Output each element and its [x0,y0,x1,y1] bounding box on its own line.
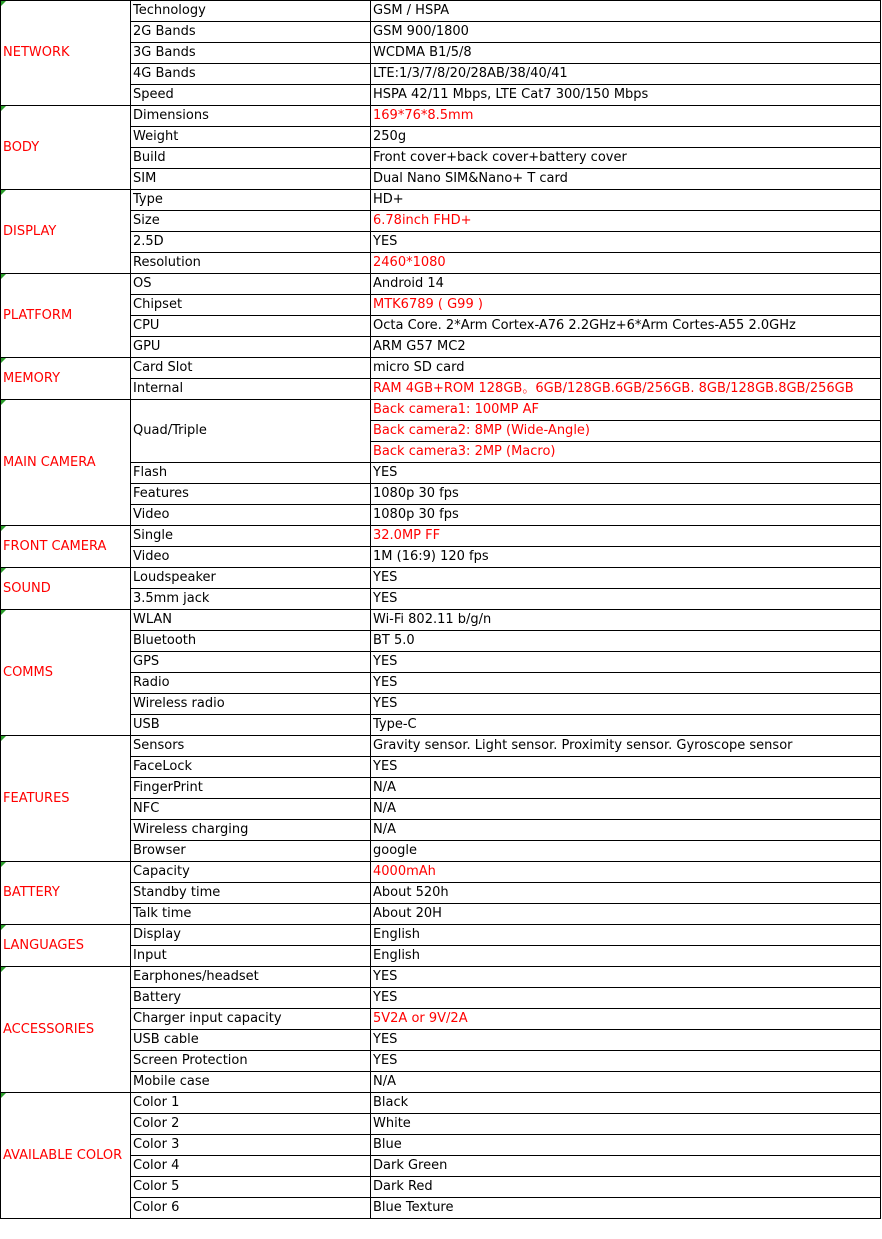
spec-value-cell: 169*76*8.5mm [371,106,881,127]
spec-label-cell: USB cable [131,1030,371,1051]
spec-label-cell: FingerPrint [131,778,371,799]
spec-label-cell: Flash [131,463,371,484]
spec-label-cell: Input [131,946,371,967]
spec-label-cell: Weight [131,127,371,148]
spec-value-cell: YES [371,1051,881,1072]
spec-label-cell: OS [131,274,371,295]
spec-value-cell: YES [371,652,881,673]
table-row [1,127,881,148]
spec-label-cell: Talk time [131,904,371,925]
spec-label-cell: Capacity [131,862,371,883]
table-row [1,736,881,757]
spec-value-cell: YES [371,568,881,589]
spec-value-cell: YES [371,694,881,715]
spec-value-cell: Android 14 [371,274,881,295]
table-row [1,1072,881,1093]
table-row [1,715,881,736]
spec-label-cell: Wireless radio [131,694,371,715]
spec-value-cell: YES [371,673,881,694]
table-row [1,1177,881,1198]
table-row [1,64,881,85]
table-row [1,253,881,274]
category-cell: BODY [1,106,131,190]
spec-value-cell: About 20H [371,904,881,925]
spec-value-cell: Back camera2: 8MP (Wide-Angle) [371,421,881,442]
spec-value-cell: YES [371,988,881,1009]
table-row [1,862,881,883]
spec-value-cell: About 520h [371,883,881,904]
spec-value-cell: GSM / HSPA [371,1,881,22]
table-row [1,526,881,547]
table-row [1,757,881,778]
table-row [1,169,881,190]
spec-value-cell: Black [371,1093,881,1114]
table-row [1,211,881,232]
spec-label-cell: FaceLock [131,757,371,778]
spec-value-cell: 250g [371,127,881,148]
table-row [1,568,881,589]
table-row [1,904,881,925]
spec-label-cell: Color 6 [131,1198,371,1219]
spec-value-cell: N/A [371,1072,881,1093]
category-cell: COMMS [1,610,131,736]
table-row [1,967,881,988]
spec-value-cell: YES [371,967,881,988]
spec-label-cell: Dimensions [131,106,371,127]
spec-label-cell: Earphones/headset [131,967,371,988]
table-row [1,1198,881,1219]
spec-value-cell: YES [371,757,881,778]
spec-label-cell: Technology [131,1,371,22]
spec-value-cell: Front cover+back cover+battery cover [371,148,881,169]
spec-value-cell: Back camera1: 100MP AF [371,400,881,421]
spec-label-cell: Color 4 [131,1156,371,1177]
spec-value-cell: YES [371,589,881,610]
spec-label-cell: Charger input capacity [131,1009,371,1030]
table-row [1,316,881,337]
spec-label-cell: Browser [131,841,371,862]
table-row [1,1030,881,1051]
table-row [1,148,881,169]
table-row [1,799,881,820]
category-cell: BATTERY [1,862,131,925]
table-row [1,1009,881,1030]
category-cell: DISPLAY [1,190,131,274]
table-row [1,379,881,400]
table-row [1,1,881,22]
spec-value-cell: Octa Core. 2*Arm Cortex-A76 2.2GHz+6*Arm Cortes-A55 2.0GHz [371,316,881,337]
spec-label-cell: SIM [131,169,371,190]
spec-table-body [1,1,881,1219]
table-row [1,484,881,505]
spec-value-cell: micro SD card [371,358,881,379]
spec-label-cell: Sensors [131,736,371,757]
spec-value-cell: MTK6789 ( G99 ) [371,295,881,316]
spec-label-cell: Color 2 [131,1114,371,1135]
spec-label-cell: 4G Bands [131,64,371,85]
spec-label-cell: GPU [131,337,371,358]
table-row [1,820,881,841]
spec-label-cell: Features [131,484,371,505]
spec-label-cell: NFC [131,799,371,820]
table-row [1,358,881,379]
spec-label-cell: CPU [131,316,371,337]
category-cell: SOUND [1,568,131,610]
spec-label-cell: Video [131,505,371,526]
spec-label-cell: Single [131,526,371,547]
spec-value-cell: YES [371,463,881,484]
spec-label-cell: Card Slot [131,358,371,379]
spec-value-cell: 2460*1080 [371,253,881,274]
spec-value-cell: English [371,925,881,946]
spec-label-cell: Color 1 [131,1093,371,1114]
spec-label-cell: Battery [131,988,371,1009]
spec-value-cell: 1080p 30 fps [371,505,881,526]
spec-label-cell: Build [131,148,371,169]
spec-label-cell: Size [131,211,371,232]
spec-value-cell: Back camera3: 2MP (Macro) [371,442,881,463]
spec-value-cell: Blue [371,1135,881,1156]
spec-label-cell: GPS [131,652,371,673]
spec-value-cell: White [371,1114,881,1135]
table-row [1,1156,881,1177]
spec-label-cell: 2.5D [131,232,371,253]
spec-value-cell: BT 5.0 [371,631,881,652]
spec-value-cell: GSM 900/1800 [371,22,881,43]
table-row [1,652,881,673]
spec-value-cell: 4000mAh [371,862,881,883]
spec-label-cell: Internal [131,379,371,400]
spec-label-cell: Display [131,925,371,946]
table-row [1,337,881,358]
table-row [1,232,881,253]
spec-label-cell: Bluetooth [131,631,371,652]
spec-value-cell: N/A [371,799,881,820]
category-cell: NETWORK [1,1,131,106]
spec-value-cell: 1M (16:9) 120 fps [371,547,881,568]
spec-label-cell: Video [131,547,371,568]
table-row [1,694,881,715]
spec-value-cell: RAM 4GB+ROM 128GB。6GB/128GB.6GB/256GB. 8GB/128GB.8GB/256GB [371,379,881,400]
spec-value-cell: HSPA 42/11 Mbps, LTE Cat7 300/150 Mbps [371,85,881,106]
table-row [1,1114,881,1135]
spec-value-cell: Type-C [371,715,881,736]
table-row [1,610,881,631]
spec-label-cell: Mobile case [131,1072,371,1093]
table-row [1,988,881,1009]
spec-value-cell: Wi-Fi 802.11 b/g/n [371,610,881,631]
spec-label-cell: 2G Bands [131,22,371,43]
category-cell: MAIN CAMERA [1,400,131,526]
spec-value-cell: 5V2A or 9V/2A [371,1009,881,1030]
spec-label-cell: Screen Protection [131,1051,371,1072]
spec-label-cell: WLAN [131,610,371,631]
spec-value-cell: N/A [371,778,881,799]
spec-value-cell: google [371,841,881,862]
category-cell: FEATURES [1,736,131,862]
spec-label-cell: Chipset [131,295,371,316]
spec-label-cell: Resolution [131,253,371,274]
category-cell: AVAILABLE COLOR [1,1093,131,1219]
spec-value-cell: English [371,946,881,967]
category-cell: LANGUAGES [1,925,131,967]
spec-value-cell: Dark Green [371,1156,881,1177]
table-row [1,1051,881,1072]
table-row [1,547,881,568]
category-cell: FRONT CAMERA [1,526,131,568]
table-row [1,1135,881,1156]
spec-label-cell: Speed [131,85,371,106]
table-row [1,190,881,211]
spec-value-cell: Blue Texture [371,1198,881,1219]
spec-label-cell: Standby time [131,883,371,904]
spec-value-cell: YES [371,1030,881,1051]
spec-label-cell: Loudspeaker [131,568,371,589]
category-cell: PLATFORM [1,274,131,358]
spec-label-cell: Color 3 [131,1135,371,1156]
table-row [1,43,881,64]
spec-value-cell: YES [371,232,881,253]
table-row [1,106,881,127]
spec-label-cell: Color 5 [131,1177,371,1198]
spec-value-cell: LTE:1/3/7/8/20/28AB/38/40/41 [371,64,881,85]
table-row [1,778,881,799]
table-row [1,631,881,652]
table-row [1,841,881,862]
spec-value-cell: HD+ [371,190,881,211]
table-row [1,946,881,967]
table-row [1,85,881,106]
spec-label-cell: 3G Bands [131,43,371,64]
spec-label-cell: 3.5mm jack [131,589,371,610]
table-row [1,400,881,421]
table-row [1,925,881,946]
table-row [1,505,881,526]
spec-value-cell: Gravity sensor. Light sensor. Proximity sensor. Gyroscope sensor [371,736,881,757]
table-row [1,463,881,484]
spec-value-cell: 32.0MP FF [371,526,881,547]
spec-value-cell: WCDMA B1/5/8 [371,43,881,64]
category-cell: ACCESSORIES [1,967,131,1093]
table-row [1,274,881,295]
category-cell: MEMORY [1,358,131,400]
spec-label-cell: Quad/Triple [131,400,371,463]
spec-label-cell: Type [131,190,371,211]
spec-value-cell: ARM G57 MC2 [371,337,881,358]
spec-value-cell: N/A [371,820,881,841]
table-row [1,22,881,43]
spec-label-cell: USB [131,715,371,736]
spec-value-cell: 1080p 30 fps [371,484,881,505]
table-row [1,295,881,316]
spec-value-cell: 6.78inch FHD+ [371,211,881,232]
table-row [1,883,881,904]
table-row [1,1093,881,1114]
table-row [1,589,881,610]
spec-value-cell: Dark Red [371,1177,881,1198]
spec-label-cell: Radio [131,673,371,694]
table-row [1,673,881,694]
spec-label-cell: Wireless charging [131,820,371,841]
spec-value-cell: Dual Nano SIM&Nano+ T card [371,169,881,190]
